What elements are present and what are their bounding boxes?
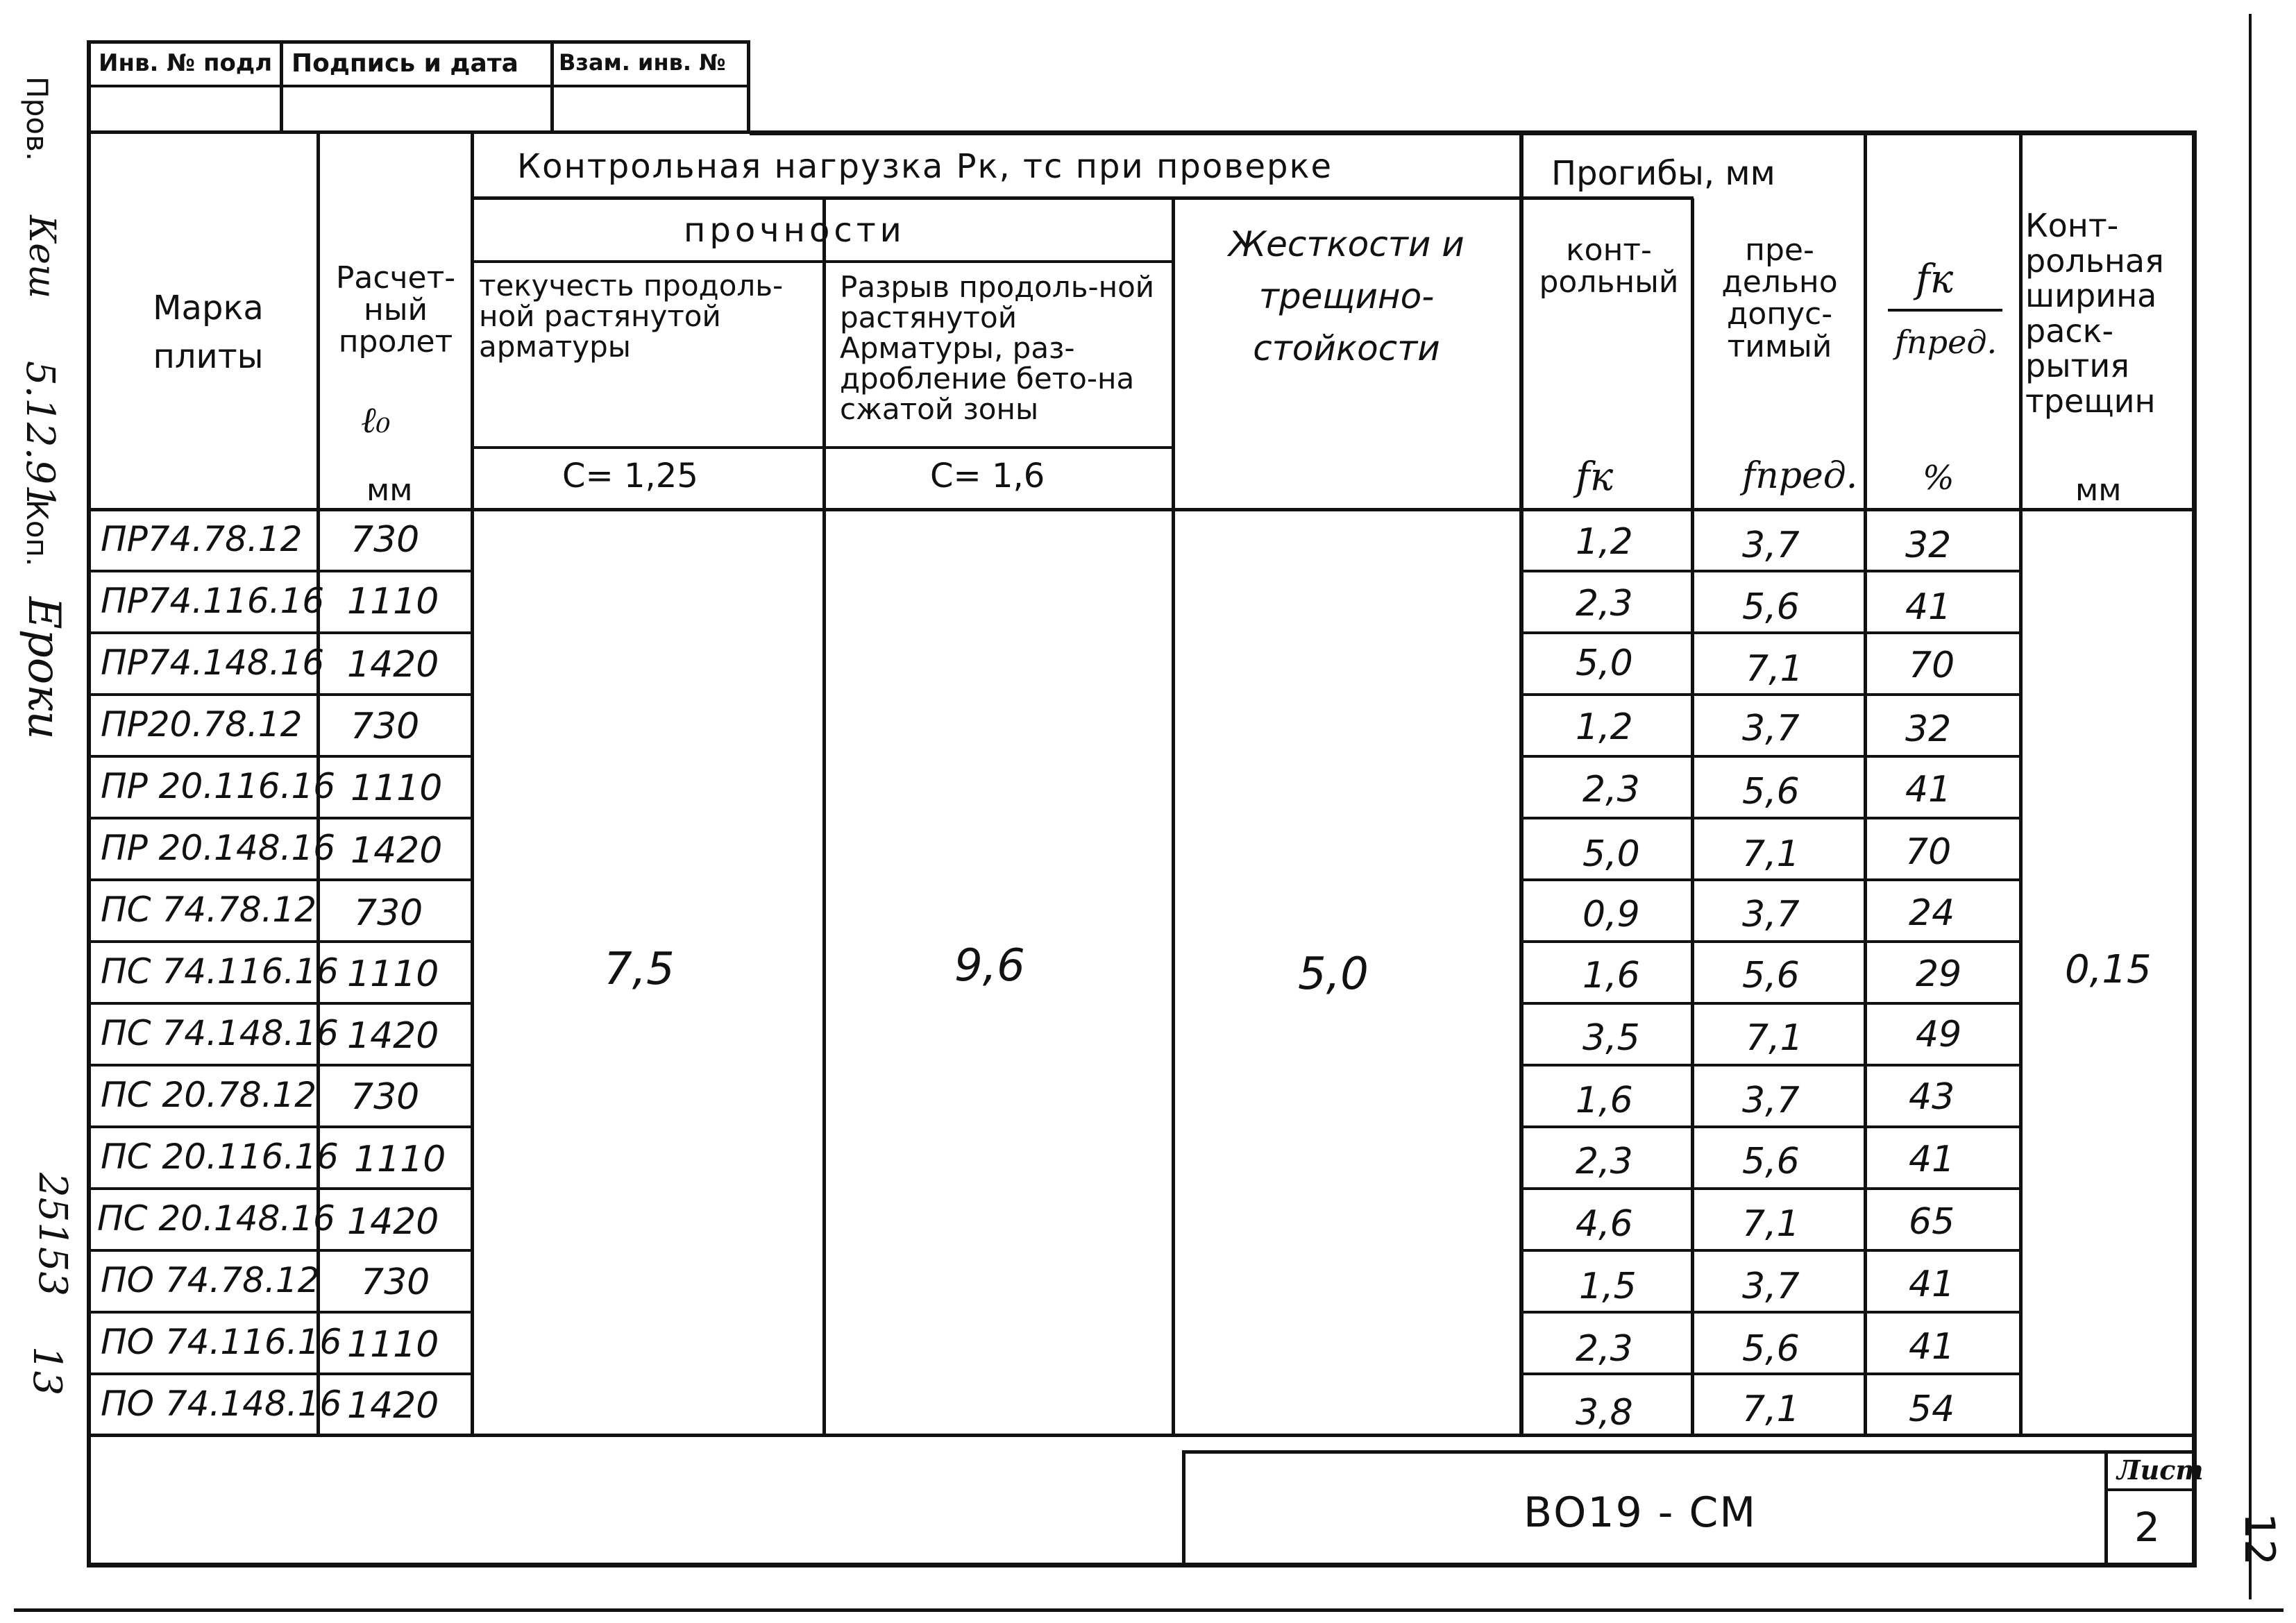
row-mark: ПР74.148.16 <box>101 643 325 683</box>
row-fpred: 5,6 <box>1742 955 1800 996</box>
row-fpred: 5,6 <box>1742 586 1800 628</box>
row-span: 1420 <box>347 1385 439 1427</box>
row-ratio: 41 <box>1905 586 1952 628</box>
row-fk: 5,0 <box>1582 833 1640 875</box>
row-span: 730 <box>354 892 423 934</box>
header-fk: fк <box>1576 454 1614 500</box>
side-number-2: 13 <box>24 1346 69 1396</box>
header-control-load: Контрольная нагрузка Рк, тс при проверке <box>517 147 1333 186</box>
row-mark: ПР 20.116.16 <box>101 766 336 806</box>
value-tekuchest: 7,5 <box>604 944 675 995</box>
value-crack-width: 0,15 <box>2065 947 2152 992</box>
row-ratio: 41 <box>1909 1139 1955 1180</box>
row-span: 730 <box>351 706 420 747</box>
side-prov: Пров. <box>20 76 54 162</box>
row-fk: 1,2 <box>1576 706 1633 748</box>
row-span: 1420 <box>347 1201 439 1243</box>
row-span: 730 <box>361 1261 430 1303</box>
header-ratio-denominator: fпред. <box>1895 323 1998 361</box>
row-fpred: 5,6 <box>1742 771 1800 813</box>
side-number-1: 25153 <box>30 1173 75 1297</box>
row-fpred: 3,7 <box>1742 894 1800 935</box>
header-kontrolnyi: конт-рольный <box>1539 232 1679 300</box>
row-fk: 1,5 <box>1579 1266 1637 1307</box>
side-kop: Коп. <box>20 500 54 567</box>
header-tekuchest: текучесть продоль-ной растянутой арматуры <box>479 269 784 364</box>
row-fpred: 3,7 <box>1742 525 1800 566</box>
row-span: 730 <box>351 519 420 561</box>
row-span: 1110 <box>351 767 443 809</box>
row-span: 1420 <box>351 830 443 872</box>
row-span: 1110 <box>354 1139 446 1180</box>
row-mark: ПР20.78.12 <box>101 704 303 745</box>
row-fk: 2,3 <box>1576 583 1633 624</box>
row-fpred: 3,7 <box>1742 1266 1800 1307</box>
stamp-vzam-inv: Взам. инв. № <box>559 49 726 76</box>
row-fpred: 3,7 <box>1742 1080 1800 1121</box>
row-mark: ПР74.116.16 <box>101 581 325 621</box>
row-fk: 1,2 <box>1576 521 1633 563</box>
header-prolet-symbol: ℓ₀ <box>361 400 391 441</box>
header-prolet-unit: мм <box>366 473 413 508</box>
row-fpred: 7,1 <box>1746 648 1803 690</box>
header-razryv: Разрыв продоль-ной растянутой Арматуры, раз-дробление бето-на сжатой зоны <box>840 270 1155 427</box>
row-ratio: 41 <box>1909 1326 1955 1368</box>
header-ratio-numerator: fк <box>1916 257 1954 302</box>
row-fpred: 7,1 <box>1746 1017 1803 1059</box>
row-ratio: 29 <box>1916 953 1962 995</box>
header-progiby: Прогибы, мм <box>1551 154 1775 193</box>
row-fpred: 5,6 <box>1742 1328 1800 1370</box>
row-mark: ПС 20.116.16 <box>101 1137 339 1177</box>
row-fk: 2,3 <box>1576 1328 1633 1370</box>
side-prov-signature: Кеш <box>21 215 62 299</box>
side-date: 5.12.91 <box>17 361 62 509</box>
header-predelno: пре-дельно допус-тимый <box>1721 232 1838 364</box>
row-mark: ПО 74.148.16 <box>101 1384 342 1424</box>
row-fk: 1,6 <box>1576 1080 1633 1121</box>
page-number: 12 <box>2235 1513 2284 1566</box>
row-mark: ПС 74.78.12 <box>101 890 317 930</box>
row-fk: 5,0 <box>1576 643 1633 684</box>
header-stiffness: Жесткости и трещино-стойкости <box>1229 224 1464 368</box>
row-mark: ПР74.78.12 <box>101 519 303 559</box>
row-ratio: 32 <box>1905 525 1952 566</box>
row-fpred: 7,1 <box>1742 833 1800 875</box>
value-stiffness: 5,0 <box>1298 949 1369 1000</box>
row-mark: ПР 20.148.16 <box>101 828 336 868</box>
row-fk: 2,3 <box>1576 1141 1633 1182</box>
header-ratio-bar <box>1888 309 2002 312</box>
row-mark: ПС 20.78.12 <box>101 1075 317 1115</box>
row-fpred: 7,1 <box>1742 1388 1800 1430</box>
header-strength: прочности <box>684 211 906 250</box>
header-fpred: fпред. <box>1742 455 1858 497</box>
row-span: 1110 <box>347 953 439 995</box>
row-ratio: 70 <box>1905 831 1952 873</box>
row-fk: 3,5 <box>1582 1017 1640 1059</box>
row-ratio: 32 <box>1905 708 1952 750</box>
row-fk: 0,9 <box>1582 894 1640 935</box>
value-razryv: 9,6 <box>954 940 1025 992</box>
list-label: Лист <box>2117 1454 2204 1486</box>
row-ratio: 49 <box>1916 1014 1962 1055</box>
row-fk: 4,6 <box>1576 1203 1633 1245</box>
row-span: 730 <box>351 1076 420 1118</box>
row-span: 1110 <box>347 581 439 622</box>
row-fpred: 3,7 <box>1742 708 1800 749</box>
row-mark: ПС 20.148.16 <box>97 1198 335 1239</box>
header-marka: Марка плиты <box>153 289 264 376</box>
stamp-inv-podl: Инв. № подл <box>99 49 273 77</box>
header-ratio-unit: % <box>1923 459 1955 498</box>
row-mark: ПС 74.148.16 <box>101 1013 339 1053</box>
row-fk: 1,6 <box>1582 955 1640 996</box>
row-fk: 3,8 <box>1576 1392 1633 1434</box>
row-ratio: 24 <box>1909 892 1955 934</box>
side-kop-signature: Ероки <box>18 597 69 740</box>
header-prolet: Расчет-ный пролет <box>335 260 456 360</box>
row-ratio: 65 <box>1909 1201 1955 1243</box>
row-mark: ПО 74.78.12 <box>101 1260 320 1300</box>
row-ratio: 54 <box>1909 1388 1955 1430</box>
stamp-podpis-data: Подпись и дата <box>292 49 518 78</box>
row-span: 1110 <box>347 1324 439 1366</box>
list-number: 2 <box>2134 1504 2160 1551</box>
row-ratio: 70 <box>1909 645 1955 686</box>
row-fpred: 7,1 <box>1742 1203 1800 1245</box>
row-ratio: 41 <box>1909 1264 1955 1305</box>
row-fk: 2,3 <box>1582 769 1640 810</box>
header-shirina-unit: мм <box>2075 473 2122 508</box>
row-span: 1420 <box>347 644 439 686</box>
header-c2: С= 1,6 <box>930 457 1045 495</box>
row-ratio: 43 <box>1909 1076 1955 1118</box>
row-fpred: 5,6 <box>1742 1141 1800 1182</box>
row-span: 1420 <box>347 1015 439 1057</box>
row-mark: ПО 74.116.16 <box>101 1322 342 1362</box>
doc-code: ВО19 - СМ <box>1523 1488 1757 1537</box>
header-shirina: Конт-рольная ширина раск-рытия трещин <box>2025 207 2164 420</box>
header-c1: С= 1,25 <box>562 457 698 495</box>
row-mark: ПС 74.116.16 <box>101 951 339 992</box>
row-ratio: 41 <box>1905 769 1952 810</box>
